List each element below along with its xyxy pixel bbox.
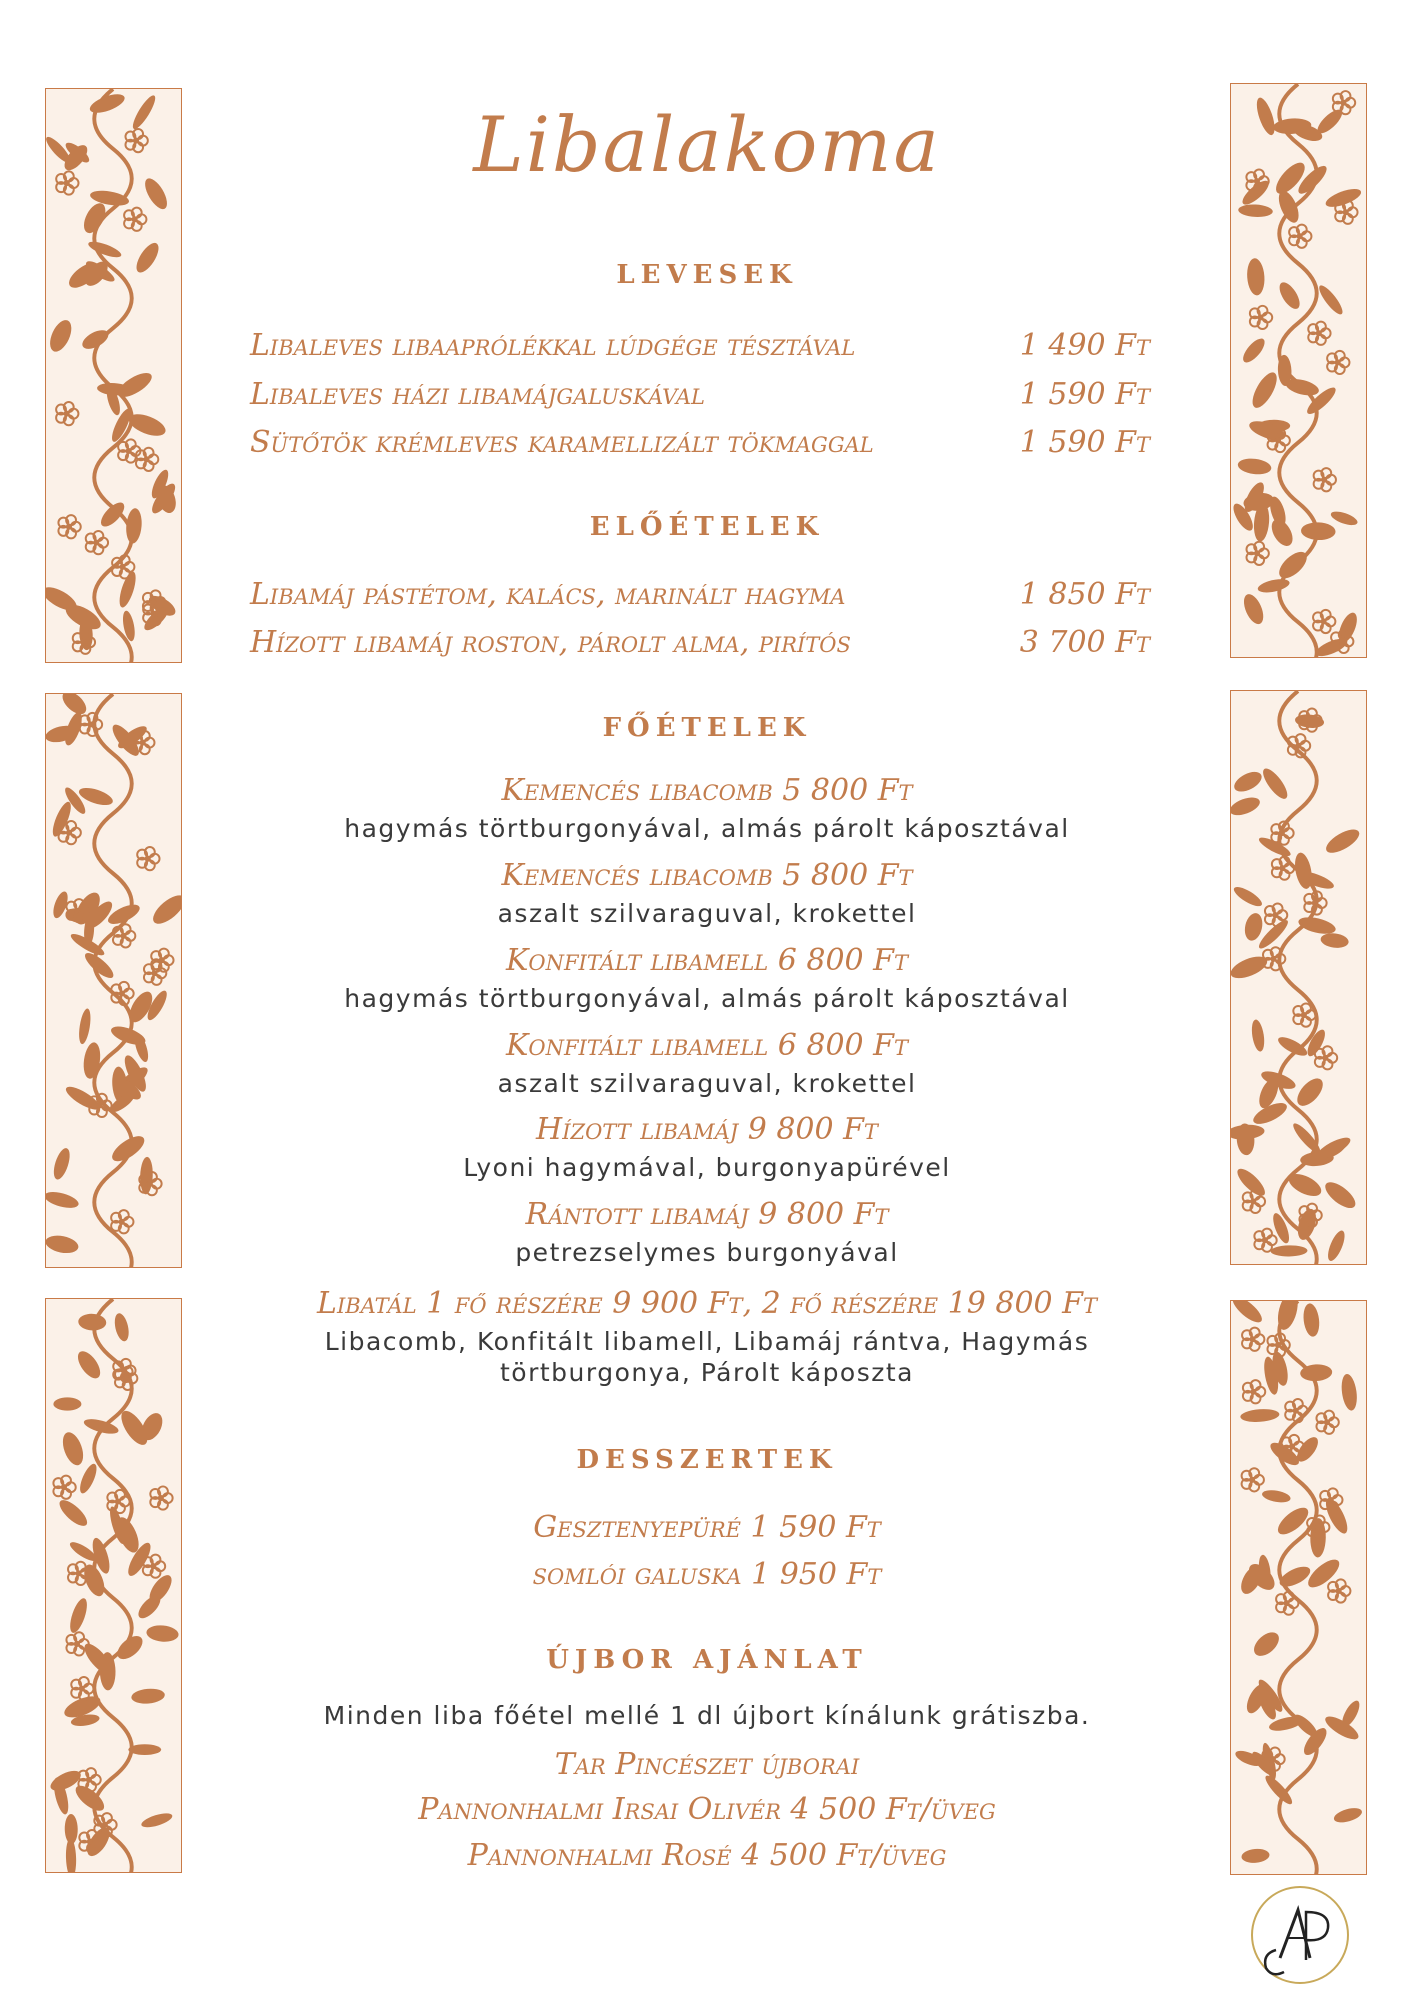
dish-description: hagymás törtburgonyával, almás párolt káposztával [344, 814, 1070, 843]
dish-name: Kemencés libacomb 5 800 Ft [501, 858, 913, 893]
dish-name: somlói galuska 1 950 Ft [532, 1557, 882, 1592]
item-price: 1 850 Ft [1019, 577, 1150, 612]
floral-pattern [46, 694, 181, 1267]
dish-name: Kemencés libacomb 5 800 Ft [501, 773, 913, 808]
floral-panel-left-middle [45, 693, 182, 1268]
menu-title: Libalakoma [473, 100, 941, 189]
section-title-ujbor: ÚJBOR AJÁNLAT [546, 1645, 868, 1675]
section-title-levesek: LEVESEK [616, 260, 798, 290]
dish-description: petrezselymes burgonyával [515, 1238, 899, 1267]
dish-name: Hízott libamáj 9 800 Ft [536, 1112, 878, 1147]
wine-line: Pannonhalmi Irsai Olivér 4 500 Ft/üveg [418, 1792, 996, 1827]
monogram-logo [1240, 1880, 1350, 1990]
dish-description-continued: törtburgonya, Párolt káposzta [499, 1358, 915, 1387]
wine-note: Minden liba főétel mellé 1 dl újbort kínálunk grátiszba. [323, 1701, 1091, 1730]
dish-name: Rántott libamáj 9 800 Ft [525, 1197, 889, 1232]
section-title-eloetelek: ELŐÉTELEK [589, 512, 825, 542]
floral-panel-right-bottom [1230, 1300, 1367, 1875]
item-name: Hízott libamáj roston, párolt alma, pirítós [250, 625, 851, 660]
item-price: 3 700 Ft [1019, 625, 1150, 660]
dish-name: Konfitált libamell 6 800 Ft [505, 943, 908, 978]
floral-panel-right-middle [1230, 690, 1367, 1265]
floral-panel-left-bottom [45, 1298, 182, 1873]
item-name: Libaleves libaaprólékkal lúdgége tésztával [250, 328, 856, 363]
dish-name: Konfitált libamell 6 800 Ft [505, 1028, 908, 1063]
wine-line: Tar Pincészet újborai [554, 1747, 860, 1782]
item-price: 1 490 Ft [1019, 328, 1150, 363]
item-name: Libamáj pástétom, kalács, marinált hagyma [250, 577, 846, 612]
dish-name: Gesztenyepüré 1 590 Ft [533, 1510, 881, 1545]
wine-line: Pannonhalmi Rosé 4 500 Ft/üveg [467, 1838, 947, 1873]
dish-description: Lyoni hagymával, burgonyapürével [463, 1153, 951, 1182]
dish-description: hagymás törtburgonyával, almás párolt káposztával [344, 984, 1070, 1013]
floral-pattern [46, 89, 181, 662]
item-name: Sütőtök krémleves karamellizált tökmaggal [250, 425, 874, 460]
dish-description: aszalt szilvaraguval, krokettel [497, 899, 917, 928]
section-title-foetelek: FŐÉTELEK [602, 713, 812, 743]
floral-panel-right-top [1230, 83, 1367, 658]
dish-description: Libacomb, Konfitált libamell, Libamáj rántva, Hagymás [324, 1327, 1090, 1356]
floral-pattern [1231, 1301, 1366, 1874]
dish-name: Libatál 1 fő részére 9 900 Ft, 2 fő részére 19 800 Ft [317, 1286, 1097, 1321]
floral-panel-left-top [45, 88, 182, 663]
floral-pattern [1231, 691, 1366, 1264]
floral-pattern [1231, 84, 1366, 657]
item-price: 1 590 Ft [1019, 425, 1150, 460]
item-price: 1 590 Ft [1019, 377, 1150, 412]
floral-pattern [46, 1299, 181, 1872]
item-name: Libaleves házi libamájgaluskával [250, 377, 705, 412]
dish-description: aszalt szilvaraguval, krokettel [497, 1069, 917, 1098]
section-title-desszertek: DESSZERTEK [576, 1445, 838, 1475]
